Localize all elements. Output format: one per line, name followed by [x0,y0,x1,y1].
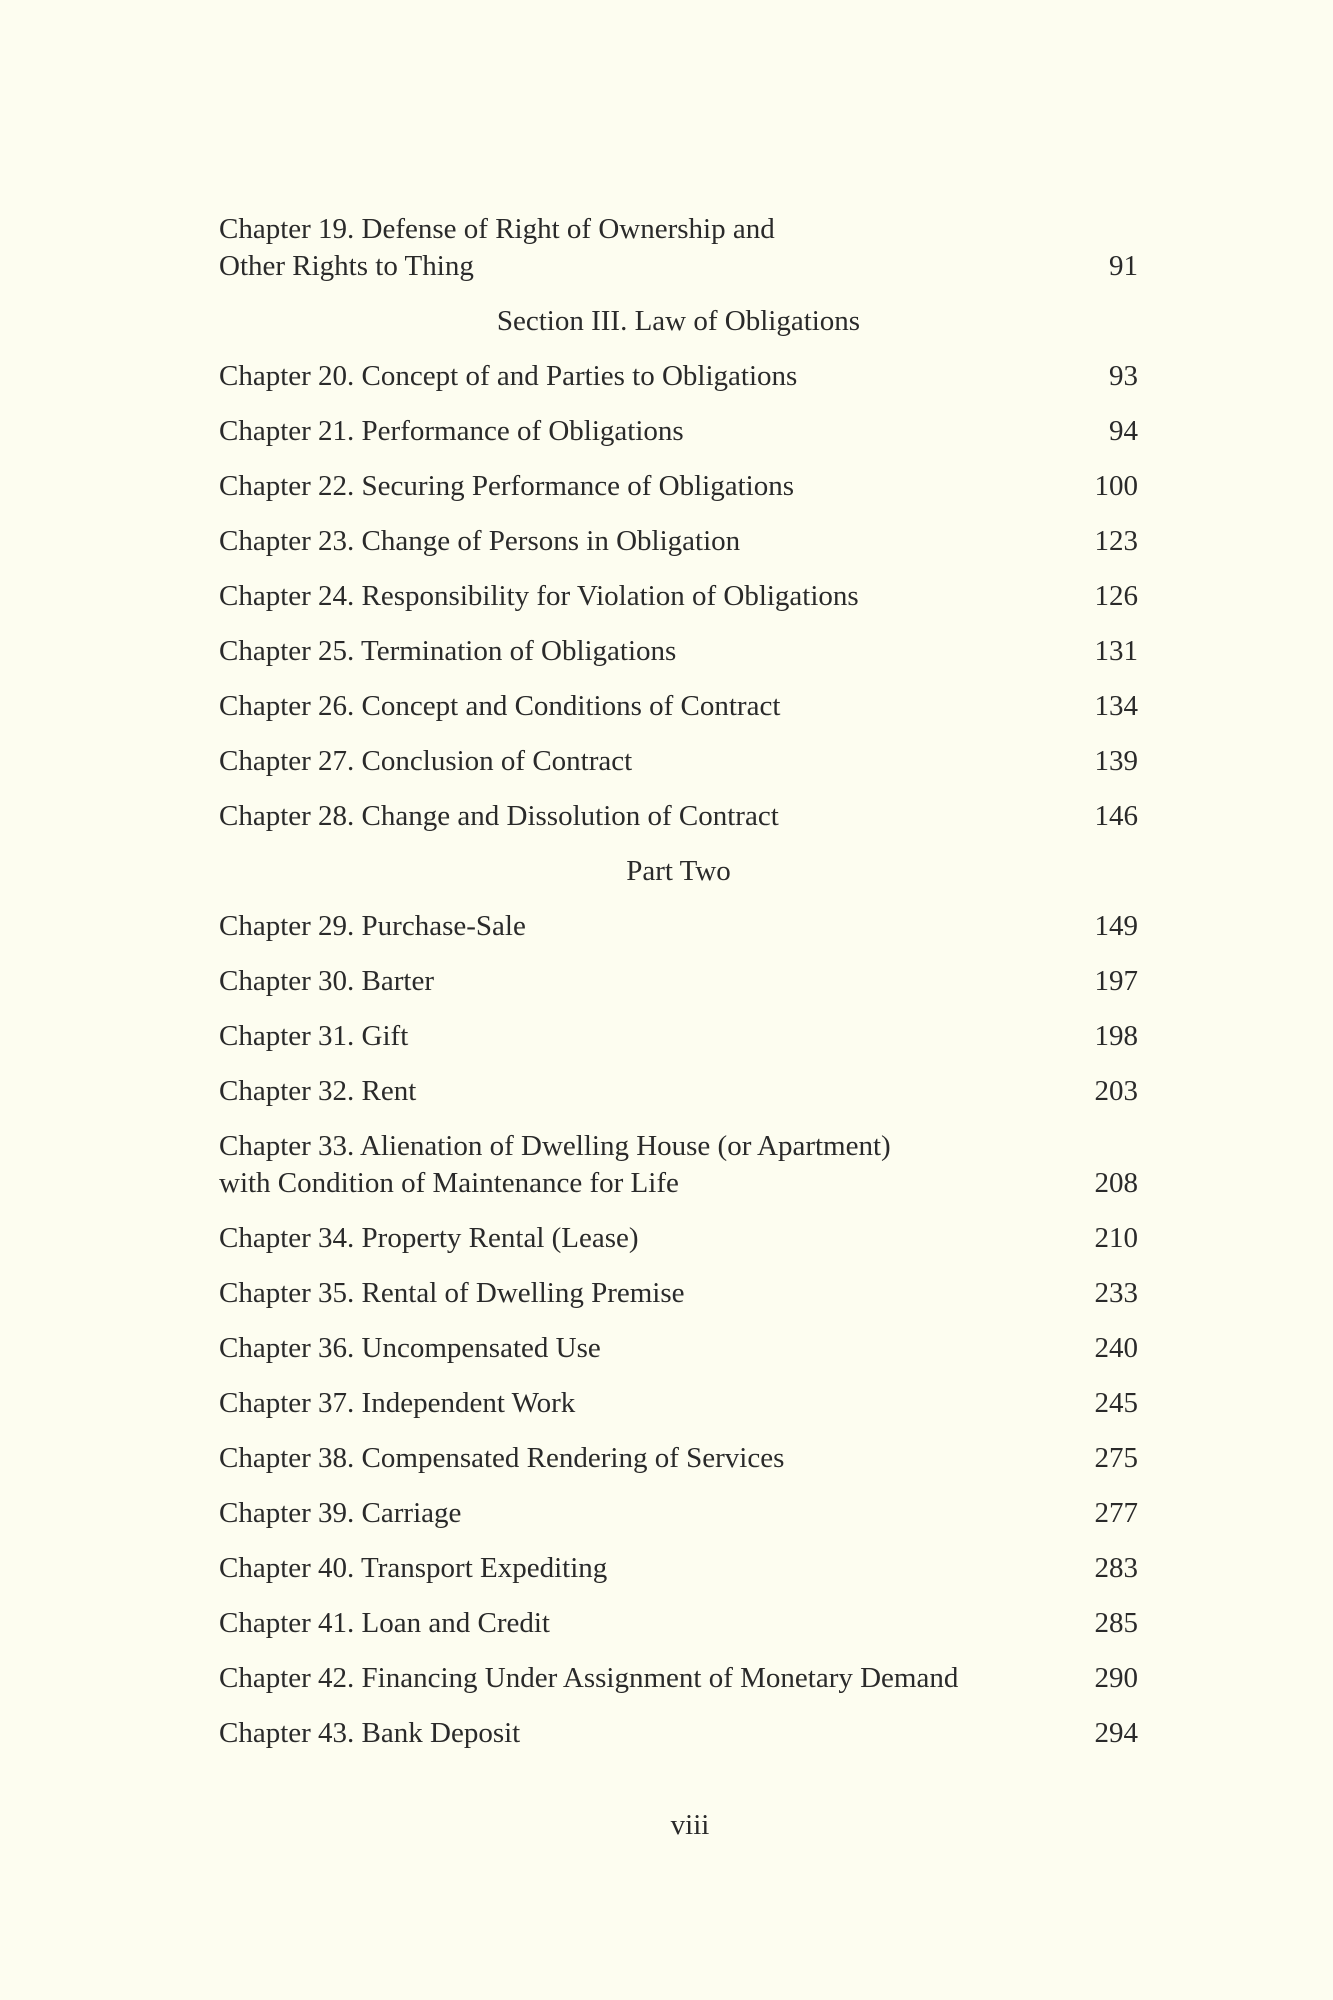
toc-entry [219,468,1138,505]
toc-entry [219,1550,1138,1587]
chapter-title-line: Chapter 34. Property Rental (Lease) [219,1222,639,1254]
toc-entry [219,358,1138,395]
toc-entry [219,908,1138,945]
chapter-page-number: 100 [1094,470,1138,502]
chapter-title [219,523,1058,560]
chapter-title [219,1073,1058,1110]
chapter-title-line: Chapter 25. Termination of Obligations [219,635,677,667]
toc-entry [219,1495,1138,1532]
toc-entry [219,963,1138,1000]
toc-entry [219,1605,1138,1642]
chapter-page-number: 294 [1094,1717,1138,1749]
chapter-page-number: 283 [1094,1552,1138,1584]
chapter-page-number: 210 [1094,1222,1138,1254]
chapter-page-number: 245 [1094,1387,1138,1419]
toc-entry [219,743,1138,780]
chapter-page-number: 277 [1094,1497,1138,1529]
chapter-title [219,688,1058,725]
chapter-title [219,1275,1058,1312]
chapter-title [219,743,1058,780]
toc-entry [219,1275,1138,1312]
chapter-title [219,1715,1058,1752]
chapter-page-number: 91 [1109,250,1138,282]
toc-entry [219,1073,1138,1110]
toc-entry [219,798,1138,835]
chapter-page-number: 123 [1094,525,1138,557]
chapter-title-line: Chapter 36. Uncompensated Use [219,1332,601,1364]
chapter-title-line: Chapter 35. Rental of Dwelling Premise [219,1277,685,1309]
chapter-page-number: 139 [1094,745,1138,777]
table-of-contents [219,211,1138,1770]
chapter-title-line: Chapter 38. Compensated Rendering of Services [219,1442,785,1474]
chapter-title [219,1660,1058,1697]
toc-entry [219,1385,1138,1422]
toc-entry [219,1440,1138,1477]
toc-entry [219,1660,1138,1697]
toc-entry [219,413,1138,450]
chapter-title-line: Chapter 29. Purchase-Sale [219,910,526,942]
toc-entry [219,688,1138,725]
toc-entry [219,578,1138,615]
chapter-title [219,413,1058,450]
chapter-title [219,1550,1058,1587]
chapter-title-line: Chapter 19. Defense of Right of Ownership and [219,213,775,245]
chapter-title-line: Chapter 23. Change of Persons in Obligation [219,525,741,557]
chapter-page-number: 93 [1109,360,1138,392]
chapter-title [219,1385,1058,1422]
chapter-title [219,1018,1058,1055]
chapter-title-line: Chapter 30. Barter [219,965,435,997]
chapter-title-line: Chapter 27. Conclusion of Contract [219,745,633,777]
page-number: viii [670,1809,710,1841]
chapter-title-line: Chapter 28. Change and Dissolution of Contract [219,800,779,832]
chapter-title-line: Chapter 20. Concept of and Parties to Obligations [219,360,798,392]
chapter-title [219,358,1058,395]
chapter-title-line: Chapter 41. Loan and Credit [219,1607,550,1639]
chapter-title [219,963,1058,1000]
chapter-page-number: 197 [1094,965,1138,997]
chapter-title [219,1220,1058,1257]
toc-entry [219,211,1138,285]
chapter-page-number: 285 [1094,1607,1138,1639]
toc-entry [219,1715,1138,1752]
chapter-page-number: 203 [1094,1075,1138,1107]
chapter-title [219,1605,1058,1642]
chapter-title-line: with Condition of Maintenance for Life [219,1167,679,1199]
section-heading: Section III. Law of Obligations [496,305,861,337]
chapter-title-line: Chapter 42. Financing Under Assignment of Monetary Demand [219,1662,959,1694]
chapter-page-number: 146 [1094,800,1138,832]
chapter-page-number: 275 [1094,1442,1138,1474]
chapter-title-line: Other Rights to Thing [219,250,474,282]
chapter-page-number: 134 [1094,690,1138,722]
chapter-title-line: Chapter 31. Gift [219,1020,409,1052]
chapter-page-number: 131 [1094,635,1138,667]
chapter-title-line: Chapter 26. Concept and Conditions of Contract [219,690,781,722]
chapter-title-line: Chapter 43. Bank Deposit [219,1717,521,1749]
chapter-title [219,578,1058,615]
chapter-title-line: Chapter 33. Alienation of Dwelling House (or Apartment) [219,1130,891,1162]
chapter-title [219,211,1058,285]
chapter-title-line: Chapter 32. Rent [219,1075,417,1107]
chapter-page-number: 126 [1094,580,1138,612]
toc-entry [219,1018,1138,1055]
chapter-title-line: Chapter 24. Responsibility for Violation of Obligations [219,580,859,612]
chapter-title-line: Chapter 22. Securing Performance of Obligations [219,470,795,502]
toc-entry [219,1220,1138,1257]
section-heading: Part Two [626,855,731,887]
toc-entry [219,633,1138,670]
chapter-page-number: 233 [1094,1277,1138,1309]
chapter-title [219,468,1058,505]
chapter-page-number: 149 [1094,910,1138,942]
chapter-page-number: 290 [1094,1662,1138,1694]
chapter-title [219,1440,1058,1477]
chapter-page-number: 208 [1094,1167,1138,1199]
chapter-title-line: Chapter 21. Performance of Obligations [219,415,684,447]
chapter-page-number: 94 [1109,415,1138,447]
toc-entry [219,1330,1138,1367]
chapter-title-line: Chapter 40. Transport Expediting [219,1552,608,1584]
chapter-title [219,798,1058,835]
chapter-title [219,1330,1058,1367]
toc-entry [219,1128,1138,1202]
chapter-title [219,908,1058,945]
chapter-title-line: Chapter 37. Independent Work [219,1387,576,1419]
chapter-page-number: 240 [1094,1332,1138,1364]
toc-entry [219,523,1138,560]
chapter-page-number: 198 [1094,1020,1138,1052]
chapter-title [219,1495,1058,1532]
chapter-title-line: Chapter 39. Carriage [219,1497,462,1529]
chapter-title [219,633,1058,670]
chapter-title [219,1128,1058,1202]
